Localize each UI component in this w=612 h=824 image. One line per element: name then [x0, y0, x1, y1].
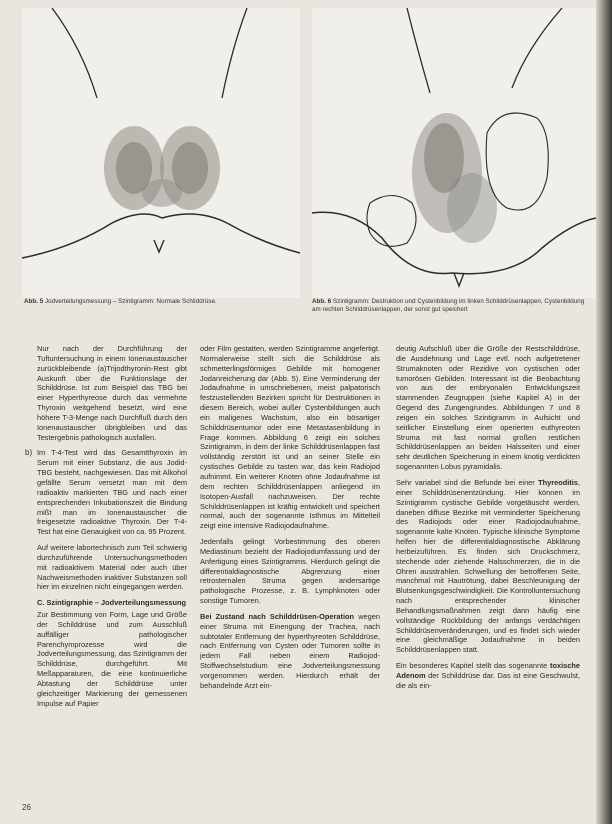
paragraph: Nur nach der Durchführung der Tuftuntersuchung in einem Ionenaustauscher zurückbleibende (a)Trijodthyronin-Rest gibt Auskunft über die Funktionslage der Schilddrüse. Ist zum Beispiel das TBG bei einer Hyperthyreose durch das vermehrte Thyroxin weitgehend besetzt, wird eine höhere T-3-Menge nach Durchfluß durch den Ionenaustauscher übrigbleiben und das Testergebnis pathologisch ausfallen.: [37, 344, 187, 442]
text-column-3: [396, 344, 580, 697]
cyst-outline-right: [486, 113, 548, 210]
text-column-2: [200, 344, 380, 697]
figure-6-label: Abb. 6: [312, 298, 332, 305]
figure-5-label: Abb. 5: [24, 298, 44, 305]
figure-6-caption: [312, 298, 594, 314]
neck-right-outline: [512, 8, 562, 88]
neck-right-outline: [222, 8, 247, 98]
paragraph: [200, 612, 380, 691]
figure-5-scintigram: [22, 8, 300, 298]
clavicle-outline: [22, 214, 300, 258]
figure-5-caption-text: Jodverteilungsmessung – Szintigramm: Normale Schilddrüse.: [45, 298, 217, 305]
scintigram-normal-thyroid: [22, 8, 300, 298]
paragraph: Auf weitere labortechnisch zum Teil schwierig durchzuführende Untersuchungsmethoden mit radioaktivem Material oder auch über Nachweismethoden inaktiver Substanzen soll hier im einzelnen nicht eingegangen werden.: [37, 543, 187, 592]
book-spine-shadow: [596, 0, 612, 824]
paragraph: deutig Aufschluß über die Größe der Restschilddrüse, die Ausdehnung und Lage evtl. noch aufgetretener Strumaknoten oder Rezidive von cystischen oder tumorösen Gebilden. Interessant ist die Beobachtung von aus der embryonalen Entwicklungszeit stammenden Zeugruppen (siehe Kapitel A) in der Gegend des Zungengrundes. Abbildungen 7 und 8 zeigen ein solches Szintigramm in Aufsicht und seitlicher Einstellung einer operierten euthyreoten Struma mit fast normal großen restlichen Schilddrüsenlappen an beiden Halsseiten und einer sehr deutlichen Speicherung in einem knotig verdickten sogenannten Lobus pyramidalis.: [396, 344, 580, 472]
paragraph: [396, 661, 580, 691]
paragraph: [25, 448, 187, 537]
paragraph-text: , einer Schilddrüsenentzündung. Hier können im Szintigramm cystische Gebilde vorgetäuscht werden, daneben diffuse Bezirke mit verminderter Speicherung des Radiojods oder einer Radiojodaufnahme, sogenannte kalte Knoten. Typische klinische Symptome helfen hier die differentialdiagnostische Abklärung herbeizuführen. Es finden sich Druckschmerz, stechende oder ziehende Halsschmerzen, die in die Ohren ausstrahlen. Schwellung der betroffenen Seite, manchmal mit Hautrötung, dabei Beschleunigung der Blutsenkungsgeschwindigkeit. Die Kontrolluntersuchung nach entsprechender klinischer Behandlungsmaßnahmen zeigt dann häufig eine vollständige Rückbildung der anfangs verdächtigen Schilddrüsenveränderungen, und es findet sich wieder eine gleichmäßige Jodaufnahme in beiden Schilddrüsenlappen statt.: [396, 477, 580, 655]
paragraph: oder Film gestatten, werden Szintigramme angefertigt. Normalerweise stellt sich die Schilddrüse als schmetterlingsförmiges Gebilde mit homogener Jodanreicherung dar (Abb. 5). Eine Verminderung der Jodaufnahme in umschriebenen, meist palpatorisch festzustellenden Bezirken spricht für Destruktionen in diesem Bereich, wobei außer Cystenbildungen auch ein maligenes Wachstum, also ein bösartiger Schilddrüsentumor oder eine Metastasenbildung in Frage kommen. Abbildung 6 zeigt ein solches Szintigramm, in dem der linke Schilddrüsenlappen fast vollständig zerstört ist und an seiner Stelle ein cystisches Gebilde zu tasten war, das kein Radiojod aufnimmt. Ein weiterer Knoten ohne Jodaufnahme ist dem rechten Schilddrüsenlappen anliegend im Isotopen-Ausfall nachzuweisen. Der rechte Schilddrüsenlappen ist kräftig entwickelt und speichert normal, auch der sogenannte Isthmus im Mittelteil zeigt eine intensive Radiojodaufnahme.: [200, 344, 380, 531]
thyroid-uptake-pattern: [104, 126, 220, 210]
page-number: 26: [22, 803, 31, 812]
neck-left-outline: [407, 8, 430, 93]
sternal-notch-marker: [154, 240, 164, 252]
paragraph-text: wegen einer Struma mit Einengung der Trachea, nach subtotaler Entfernung der hyperthyreoten Schilddrüse, nach Entfernung von Cysten oder Tumoren sollte in jedem Fall neben einem Radiojod-Stoffwechselstudium eine Jodverteilungsmessung vorgenommen werden. Hierdurch erhält der behandelnde Arzt ein-: [200, 611, 380, 690]
paragraph-text: Im T-4-Test wird das Gesamtthyroxin im Serum mit einer Substanz, die aus Jodid-TBG besteht, nachgewiesen. Das mit Alkohol gefällte Serum versetzt man mit dem radioaktiv markierten TBG und nach einer entsprechenden Inkubationszeit die Bindung mißt man im Ionenaustauscher die freigesetzte radioaktive Thyroxin. Der T-4-Test hat eine Genauigkeit von ca. 95 Prozent.: [37, 448, 187, 537]
text-column-1: [25, 344, 187, 714]
bold-phrase: Bei Zustand nach Schilddrüsen-Operation: [200, 611, 355, 621]
cyst-outline-left: [367, 196, 416, 247]
figure-6-caption-text: Szintigramm: Destruktion und Cystenbildung im linken Schilddrüsenlappen, Cystenbildung am rechten Schilddrüsenlappen, der sonst gut speichert: [312, 298, 585, 313]
bold-phrase: toxische Adenom: [396, 661, 580, 680]
bold-phrase: Thyreoditis: [538, 477, 578, 487]
paragraph-text: Sehr variabel sind die Befunde bei einer: [396, 477, 539, 487]
paragraph: Jedenfalls gelingt Vorbestimmung des oberen Mediastinum bezieht der Radiojodumfassung und der Anfertigung eines Szintigramms. Hierdurch gelingt die differentialdiagnostische Abgrenzung einer retrosternalen Struma gegen andersartige pathologische Prozesse, z. B. Lymphknoten oder sonstige Tumoren.: [200, 537, 380, 606]
thyroid-uptake-pattern: [412, 113, 497, 243]
paragraph-text: der Schilddrüse dar. Das ist eine Geschwulst, die als ein-: [396, 671, 580, 690]
sternal-notch-marker: [454, 273, 464, 286]
figure-5-caption: [24, 298, 304, 306]
neck-left-outline: [52, 8, 97, 98]
section-heading: C. Szintigraphie – Jodverteilungsmessung: [37, 598, 187, 608]
paragraph: Zur Bestimmung von Form, Lage und Größe der Schilddrüse und zum Ausschluß auffälliger pathologischer Parenchymprozesse wird die Jodverteilungsmessung, das Szintigramm der Schilddrüse, durchgeführt. Mit Meßapparaturen, die eine kontinuierliche Abtastung der Schilddrüse unter gleichzeitiger Markierung der gemessenen Impulse auf Papier: [37, 610, 187, 708]
list-marker: b): [25, 448, 33, 458]
paragraph-text: Ein besonderes Kapitel stellt das sogenannte: [396, 661, 550, 671]
scintigram-destruction-cysts: [312, 8, 596, 298]
figure-6-scintigram: [312, 8, 596, 298]
paragraph: [396, 478, 580, 655]
